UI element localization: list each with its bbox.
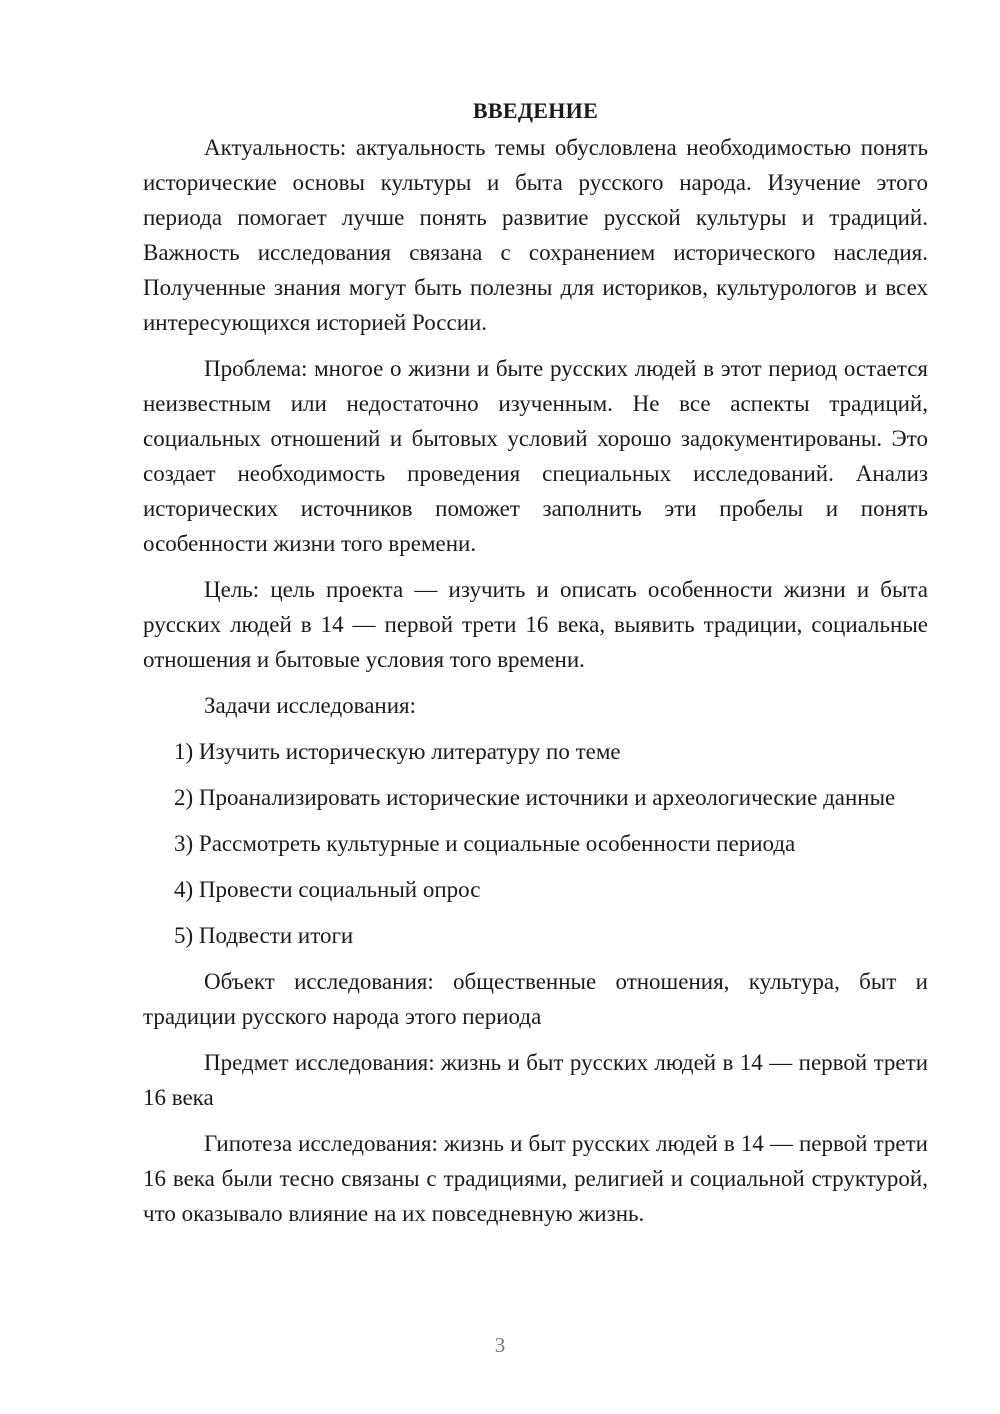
page-content: [143, 96, 928, 1242]
task-item: 3) Рассмотреть культурные и социальные особенности периода: [174, 831, 796, 856]
task-item: 5) Подвести итоги: [174, 923, 354, 948]
goal-paragraph: Цель: цель проекта — изучить и описать особенности жизни и быта русских людей в 14 — первой трети 16 века, выявить традиции, социальные отношения и бытовые условия того времени.: [143, 577, 928, 672]
task-item: 2) Проанализировать исторические источники и археологические данные: [174, 785, 896, 810]
page-title: ВВЕДЕНИЕ: [472, 98, 599, 123]
task-item: 4) Провести социальный опрос: [174, 877, 481, 902]
object-paragraph: Объект исследования: общественные отношения, культура, быт и традиции русского народа этого периода: [143, 969, 928, 1029]
hypothesis-paragraph: Гипотеза исследования: жизнь и быт русских людей в 14 — первой трети 16 века были тесно связаны с традициями, религией и социальной структурой, что оказывало влияние на их повседневную жизнь.: [143, 1131, 928, 1226]
tasks-heading: Задачи исследования:: [204, 693, 417, 718]
problem-paragraph: Проблема: многое о жизни и быте русских людей в этот период остается неизвестным или недостаточно изученным. Не все аспекты традиций, социальных отношений и бытовых условий хорошо задокументированы. Это создает необходимость проведения специальных исследований. Анализ исторических источников поможет заполнить эти пробелы и понять особенности жизни того времени.: [143, 356, 928, 556]
subject-paragraph: Предмет исследования: жизнь и быт русских людей в 14 — первой трети 16 века: [143, 1050, 928, 1110]
relevance-paragraph: Актуальность: актуальность темы обусловлена необходимостью понять исторические основы культуры и быта русского народа. Изучение этого периода помогает лучше понять развитие русской культуры и традиций. Важность исследования связана с сохранением исторического наследия. Полученные знания могут быть полезны для историков, культурологов и всех интересующихся историей России.: [143, 135, 928, 335]
task-item: 1) Изучить историческую литературу по теме: [174, 739, 621, 764]
page-number: 3: [494, 1333, 506, 1357]
